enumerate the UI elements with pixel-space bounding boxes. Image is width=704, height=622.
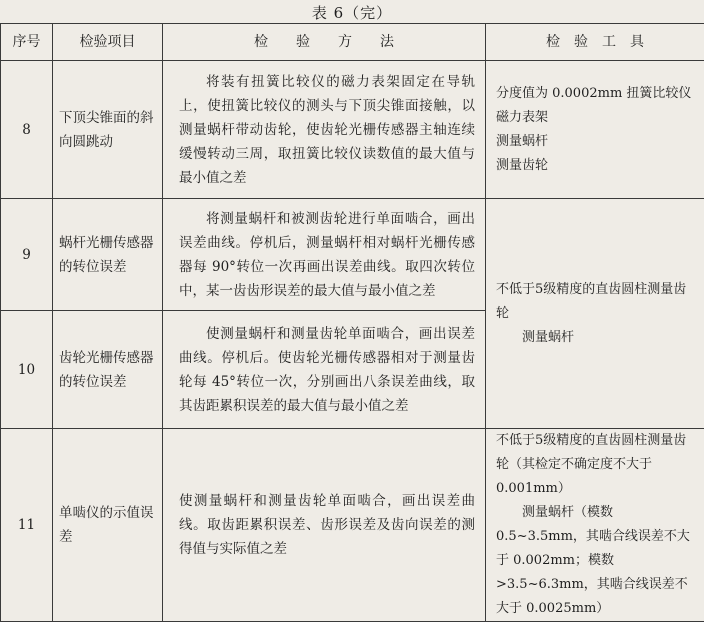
row-8-item: 下顶尖锥面的斜向圆跳动: [53, 61, 163, 199]
row-10-no: 10: [1, 311, 53, 429]
row-8-tool: 测量蜗杆: [496, 130, 698, 154]
header-item: 检验项目: [53, 24, 163, 61]
header-method: 检 验 方 法: [163, 24, 486, 61]
row-8-no: 8: [1, 61, 53, 199]
row-11-item: 单啮仪的示值误差: [53, 429, 163, 622]
row-11-tool: 不低于5级精度的直齿圆柱测量齿轮（其检定不确定度不大于 0.001mm）: [496, 429, 698, 501]
row-10-item: 齿轮光栅传感器的转位误差: [53, 311, 163, 429]
row-8-tool: 分度值为 0.0002mm 扭簧比较仪: [496, 82, 698, 106]
table-caption: 表 6（完）: [0, 2, 704, 24]
row-11-tool: 测量蜗杆（模数 0.5~3.5mm，其啮合线误差不大于 0.002mm；模数 >3.5~6.3mm，其啮合线误差不大于 0.0025mm）: [496, 501, 698, 621]
table-row-8: [1, 61, 704, 199]
row-11-method-text: 使测量蜗杆和测量齿轮单面啮合，画出误差曲线。取齿距累积误差、齿形误差及齿向误差的测得值与实际值之差: [179, 489, 475, 561]
table-row-11: [1, 429, 704, 622]
row-10-method: [163, 311, 486, 429]
header-tool: 检 验 工 具: [486, 24, 704, 61]
row-9-no: 9: [1, 199, 53, 311]
row-8-method-text: 将装有扭簧比较仪的磁力表架固定在导轨上，使扭簧比较仪的测头与下顶尖锥面接触，以测量蜗杆带动齿轮，使齿轮光栅传感器主轴连续缓慢转动三周，取扭簧比较仪读数值的最大值与最小值之差: [179, 70, 475, 190]
row-11-method: [163, 429, 486, 622]
row-9-item: 蜗杆光栅传感器的转位误差: [53, 199, 163, 311]
shared-tool: 测量蜗杆: [496, 326, 698, 350]
inspection-table: [0, 23, 704, 622]
row-9-method-text: 将测量蜗杆和被测齿轮进行单面啮合，画出误差曲线。停机后，测量蜗杆相对蜗杆光栅传感器每 90°转位一次再画出误差曲线。取四次转位中，某一齿齿形误差的最大值与最小值之差: [179, 207, 475, 303]
row-8-method: [163, 61, 486, 199]
table-header-row: [1, 24, 704, 61]
row-8-tools: [486, 61, 704, 199]
row-11-no: 11: [1, 429, 53, 622]
row-10-method-text: 使测量蜗杆和测量齿轮单面啮合，画出误差曲线。停机后。使齿轮光栅传感器相对于测量齿轮每 45°转位一次，分别画出八条误差曲线，取其齿距累积误差的最大值与最小值之差: [179, 322, 475, 418]
row-8-tool: 测量齿轮: [496, 154, 698, 178]
table-row-9: [1, 199, 704, 311]
row-9-method: [163, 199, 486, 311]
row-8-tool: 磁力表架: [496, 106, 698, 130]
rows-9-10-tools: [486, 199, 704, 429]
shared-tool: 不低于5级精度的直齿圆柱测量齿轮: [496, 278, 698, 326]
row-11-tools: [486, 429, 704, 622]
header-no: 序号: [1, 24, 53, 61]
